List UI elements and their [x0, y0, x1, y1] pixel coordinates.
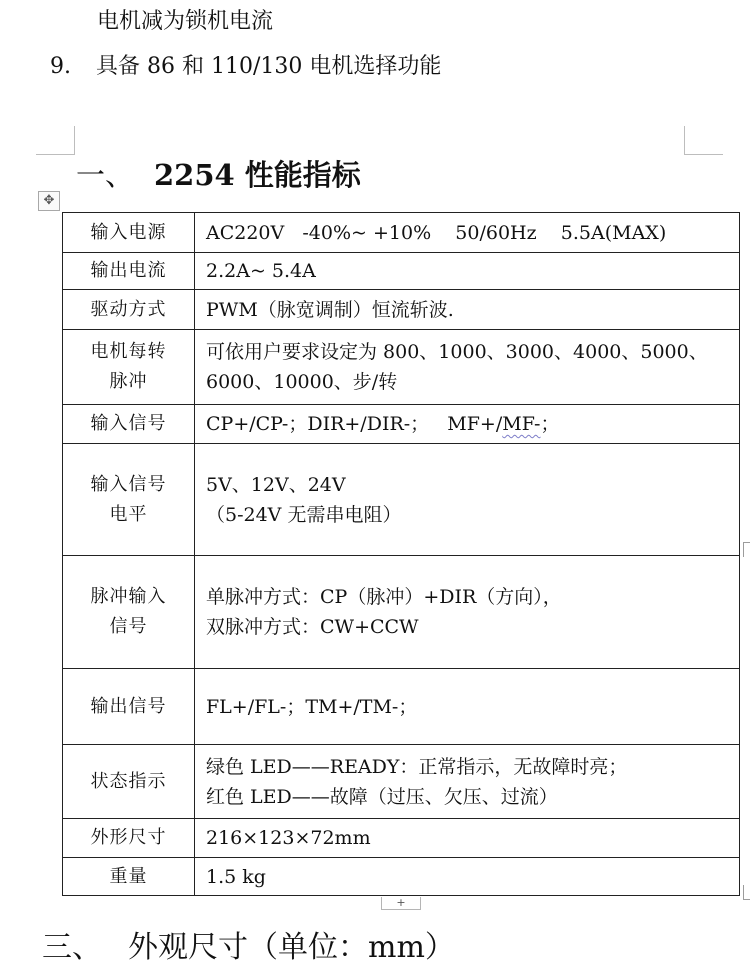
row-value: 可依用户要求设定为 800、1000、3000、4000、5000、 6000、10000、步/转 [195, 330, 740, 405]
row-value: 绿色 LED——READY：正常指示，无故障时亮； 红色 LED——故障（过压、欠压、过流） [195, 745, 740, 819]
page-margin-corner-left [36, 126, 75, 155]
row-label: 输入信号 电平 [63, 444, 195, 556]
section-heading-performance [76, 155, 361, 195]
table-resize-marker[interactable] [743, 542, 750, 557]
list-number: 9. [50, 54, 71, 79]
row-label: 脉冲输入 信号 [63, 556, 195, 669]
table-row [63, 330, 740, 405]
page-margin-corner-right [684, 126, 723, 155]
row-value: FL+/FL-；TM+/TM-； [195, 669, 740, 745]
section-title: 外观尺寸（单位：mm） [128, 930, 455, 965]
spec-table [62, 212, 740, 896]
table-row [63, 290, 740, 330]
table-row [63, 253, 740, 290]
plus-icon: + [396, 896, 406, 909]
table-row [63, 669, 740, 745]
row-label: 重量 [63, 858, 195, 896]
table-row [63, 745, 740, 819]
section-marker: 三、 [42, 930, 102, 965]
list-item-text: 具备 86 和 110/130 电机选择功能 [96, 54, 442, 79]
section-heading-dimensions [42, 926, 455, 970]
table-row [63, 819, 740, 858]
row-label: 输入信号 [63, 405, 195, 444]
row-value: 2.2A~ 5.4A [195, 253, 740, 290]
section-title: 2254 性能指标 [154, 158, 361, 192]
move-cross-icon: ✥ [43, 193, 55, 208]
row-value: 1.5 kg [195, 858, 740, 896]
table-row [63, 556, 740, 669]
table-row [63, 858, 740, 896]
row-value: CP+/CP-；DIR+/DIR-； MF+/MF-； [195, 405, 740, 444]
row-label: 输出信号 [63, 669, 195, 745]
add-row-button[interactable] [381, 897, 421, 910]
table-resize-handle[interactable] [743, 885, 750, 900]
continued-list-text: 电机减为锁机电流 [97, 9, 274, 34]
row-value: PWM（脉宽调制）恒流斩波. [195, 290, 740, 330]
row-value: 216×123×72mm [195, 819, 740, 858]
row-label: 电机每转 脉冲 [63, 330, 195, 405]
row-label: 输入电源 [63, 213, 195, 253]
table-move-handle[interactable] [38, 191, 60, 211]
row-value: AC220V -40%~ +10% 50/60Hz 5.5A(MAX) [195, 213, 740, 253]
table-row [63, 405, 740, 444]
table-row [63, 444, 740, 556]
row-value: 5V、12V、24V （5-24V 无需串电阻） [195, 444, 740, 556]
row-label: 驱动方式 [63, 290, 195, 330]
row-value: 单脉冲方式：CP（脉冲）+DIR（方向）， 双脉冲方式：CW+CCW [195, 556, 740, 669]
table-row [63, 213, 740, 253]
spellcheck-underline: MF- [502, 413, 541, 435]
row-label: 状态指示 [63, 745, 195, 819]
section-marker: 一、 [76, 158, 135, 192]
list-item-9 [50, 51, 441, 83]
row-label: 外形尺寸 [63, 819, 195, 858]
row-label: 输出电流 [63, 253, 195, 290]
